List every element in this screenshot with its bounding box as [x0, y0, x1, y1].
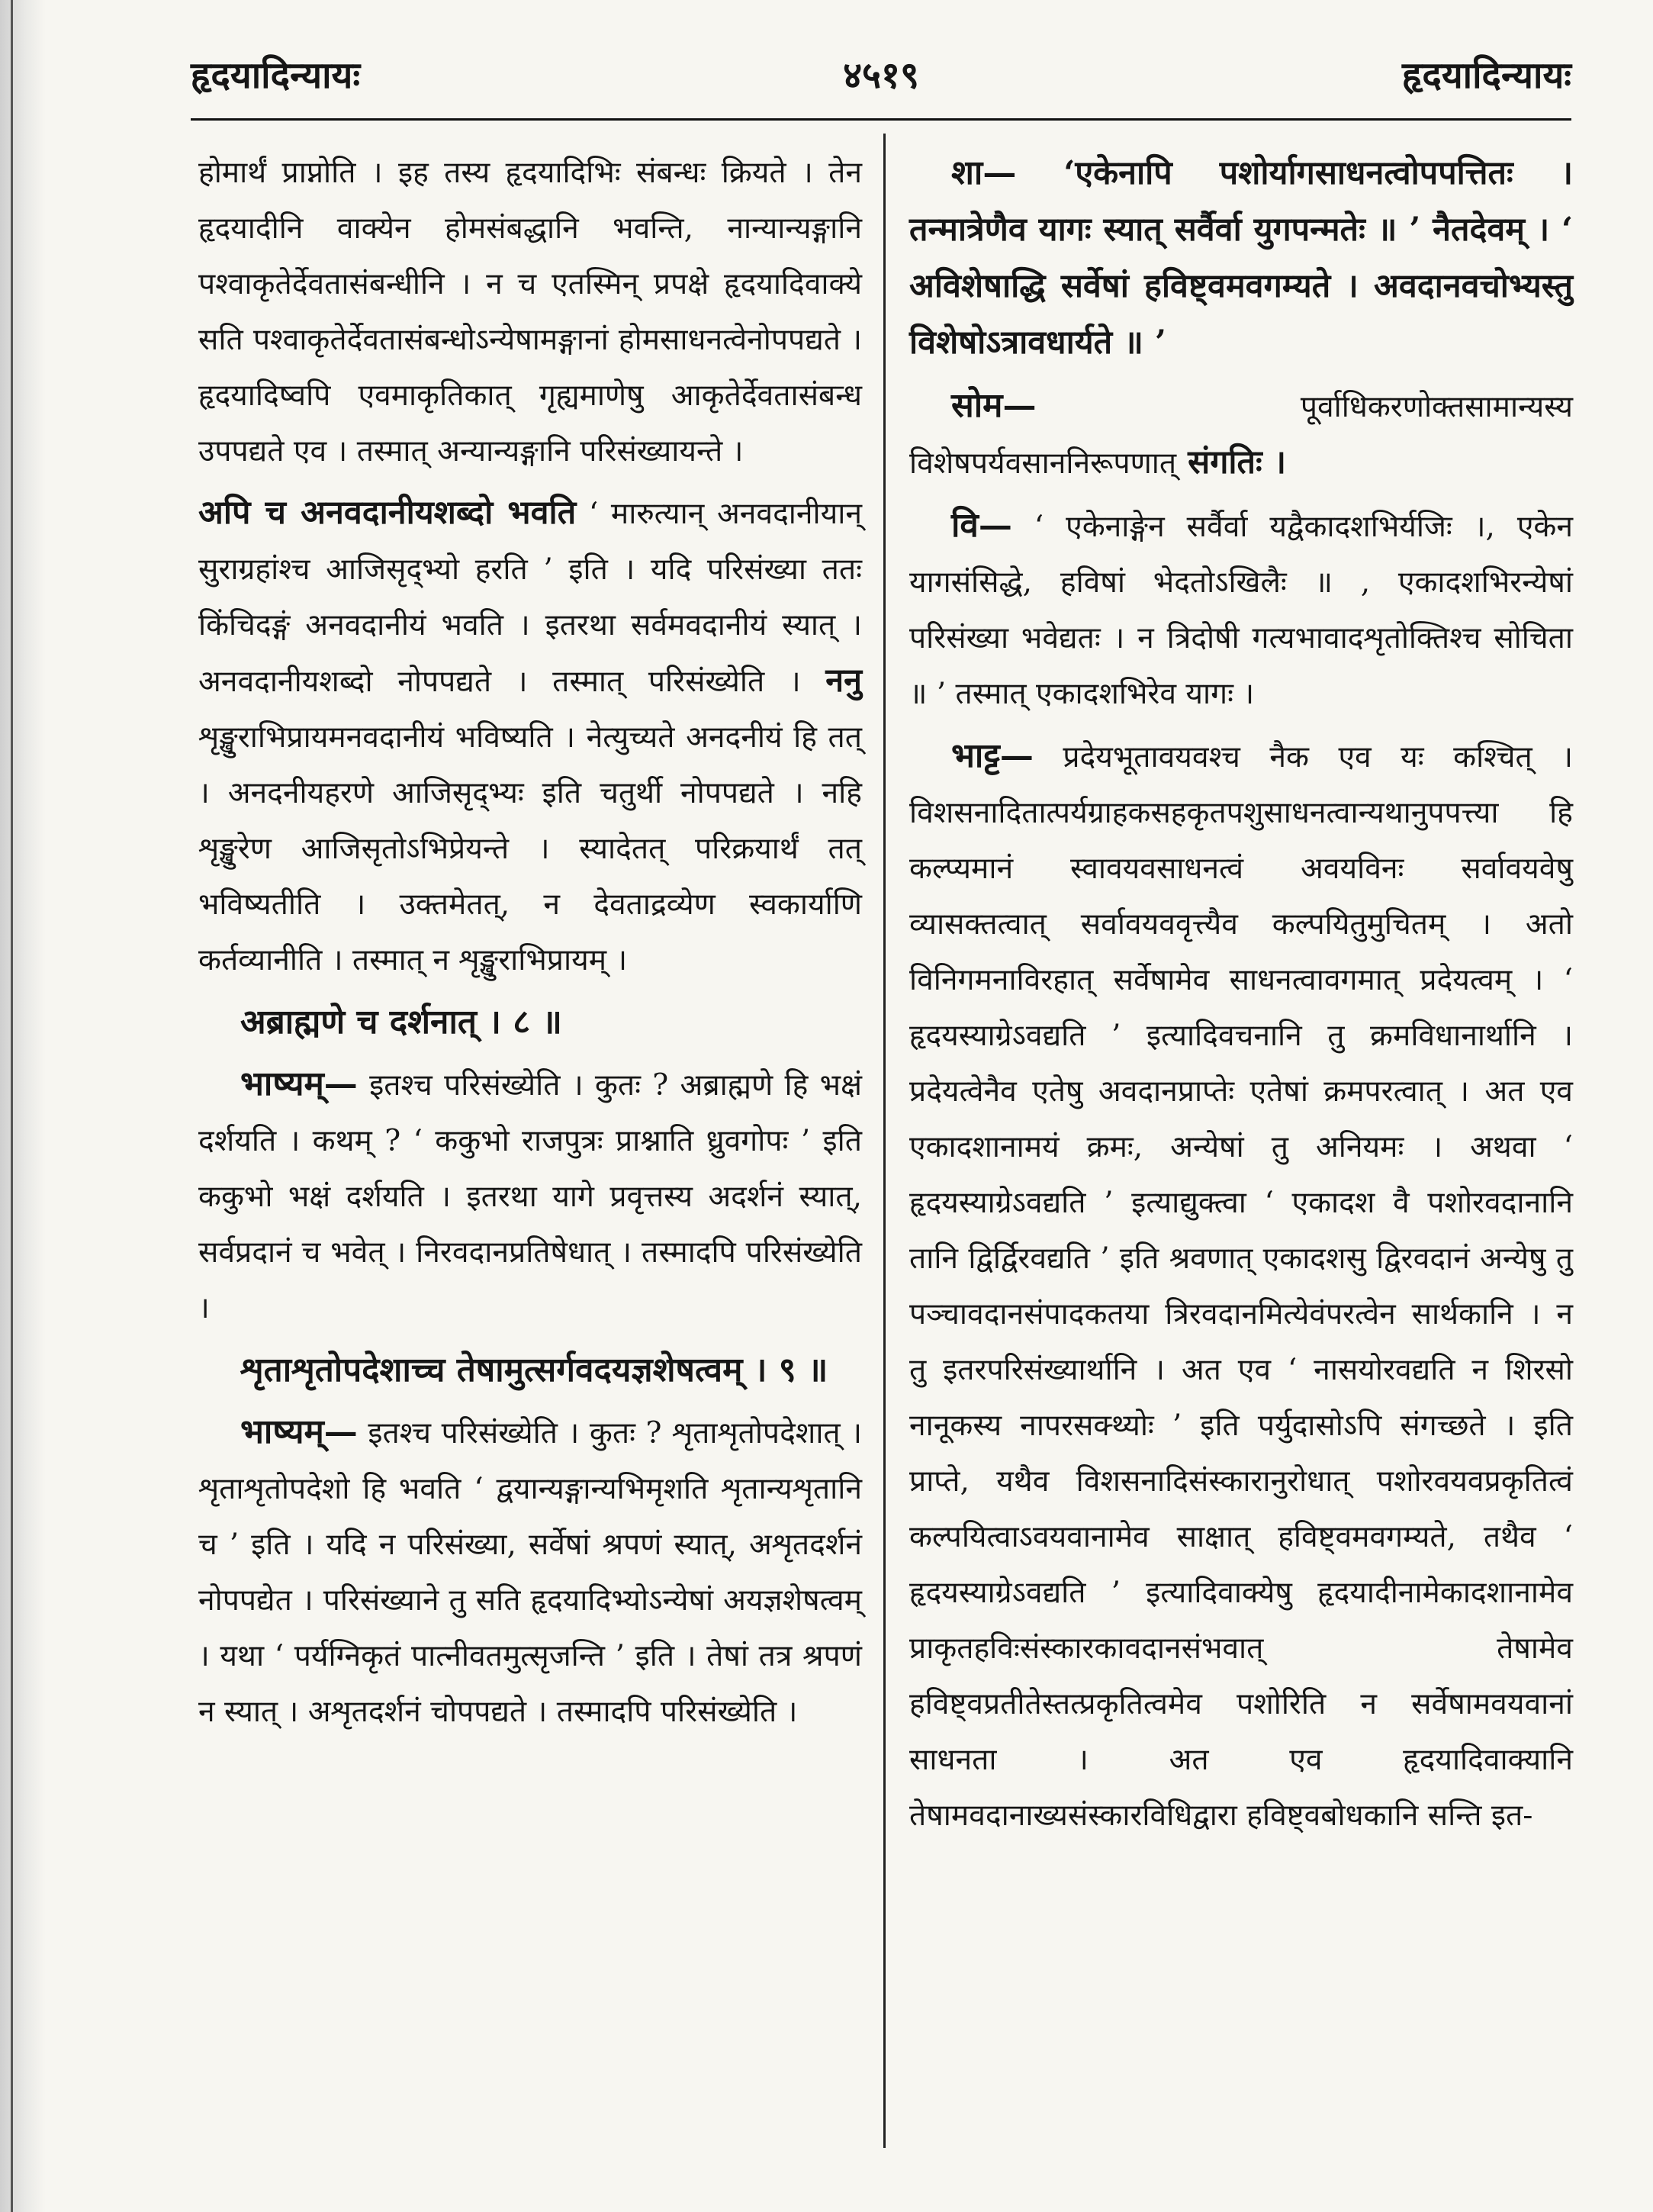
left-paragraph-1: होमार्थं प्राप्नोति । इह तस्य हृदयादिभिः संबन्धः क्रियते । तेन हृदयादीनि वाक्येन होमसंबद्धानि भवन्ति, नान्यान्यङ्गानि पश्वाकृतेर्देवतासंबन्धीनि । न च एतस्मिन् प्रपक्षे हृदयादिवाक्ये सति पश्वाकृतेर्देवतासंबन्धोऽन्येषामङ्गानां होमसाधनत्वेनोपपद्यते । हृदयादिष्वपि एवमाकृतिकात् गृह्यमाणेषु आकृतेर्देवतासंबन्ध उपपद्यते एव । तस्मात् अन्यान्यङ्गानि परिसंख्यायन्ते । — [198, 156, 862, 468]
column-divider — [883, 134, 886, 2148]
binding-line — [11, 0, 13, 2212]
nanu-lead: ननु — [825, 662, 862, 700]
bhashya-8-text: इतश्च परिसंख्येति । कुतः ? अब्राह्मणे हि भक्षं दर्शयति । कथम् ? ‘ ककुभो राजपुत्रः प्राश्नाति ध्रुवगोपः ’ इति ककुभो भक्षं दर्शयति । इतरथा यागे प्रवृत्तस्य अदर्शनं स्यात्, सर्वप्रदानं च भवेत् । निरवदानप्रतिषेधात् । तस्मादपि परिसंख्येति । — [198, 1068, 862, 1325]
binding-edge — [0, 0, 46, 2212]
bhashya-9-text: इतश्च परिसंख्येति । कुतः ? शृताशृतोपदेशात् । शृताशृतोपदेशो हि भवति ‘ द्वयान्यङ्गान्यभिमृशति शृतान्यशृतानि च ’ इति । यदि न परिसंख्या, सर्वेषां श्रपणं स्यात्, अशृतदर्शनं नोपपद्येत । परिसंख्याने तु सति हृदयादिभ्योऽन्येषां अयज्ञशेषत्वम् । यथा ‘ पर्यग्निकृतं पात्नीवतमुत्सृजन्ति ’ इति । तेषां तत्र श्रपणं न स्यात् । अशृतदर्शनं चोपपद्यते । तस्मादपि परिसंख्येति । — [198, 1416, 862, 1729]
soma-section — [909, 378, 1573, 491]
bhatta-label: भाट्ट— — [951, 736, 1034, 775]
soma-label: सोम— — [951, 386, 1037, 425]
header-left-title: हृदयादिन्यायः — [191, 54, 361, 97]
shastradipika-section — [909, 145, 1573, 372]
running-header — [191, 42, 1571, 107]
soma-end: संगतिः । — [1176, 443, 1287, 481]
header-right-title: हृदयादिन्यायः — [1401, 54, 1571, 97]
page-number: ४५१९ — [843, 54, 919, 97]
nanu-text: शृङ्खुराभिप्रायमनवदानीयं भविष्यति । नेत्युच्यते अनदनीयं हि तत् । अनदनीयहरणे आजिसृद्भ्यः इति चतुर्थी नोपपद्यते । नहि शृङ्खुरेण आजिसृतोऽभिप्रेयन्ते । स्यादेतत् परिक्रयार्थं तत् भविष्यतीति । उक्तमेतत्, न देवताद्रव्येण स्वकार्याणि कर्तव्यानीति । तस्मात् न शृङ्खुराभिप्रायम् । — [198, 720, 862, 977]
sha-text: ‘एकेनापि पशोर्यागसाधनत्वोपपत्तितः । तन्मात्रेणैव यागः स्यात् सर्वैर्वा युगपन्मतेः ॥ ’ नैतदेवम् । ‘ अविशेषाद्धि सर्वेषां हविष्ट्वमवगम्यते । अवदानवचोभ्यस्तु विशेषोऽत्रावधार्यते ॥ ’ — [909, 154, 1573, 362]
bhatta-section — [909, 728, 1573, 1843]
vi-text: ‘ एकेनाङ्गेन सर्वैर्वा यद्वैकादशभिर्यजिः ।, एकेन यागसंसिद्धे, हविषां भेदतोऽखिलैः ॥ , एकादशभिरन्येषां परिसंख्या भवेद्यतः । न त्रिदोषी गत्यभावादशृतोक्तिश्च सोचिता ॥ ’ तस्मात् एकादशभिरेव यागः । — [909, 510, 1573, 711]
header-rule — [191, 118, 1571, 121]
vi-label: वि— — [951, 506, 1012, 545]
anavadaniya-lead: अपि च अनवदानीयशब्दो भवति — [198, 494, 577, 532]
sutra-8: अब्राह्मणे च दर्शनात् । ८ ॥ — [240, 1003, 562, 1042]
bhatta-text: प्रदेयभूतावयवश्च नैक एव यः कश्चित् । विशसनादितात्पर्यग्राहकसहकृतपशुसाधनत्वान्यथानुपपत्त्या हि कल्प्यमानं स्वावयवसाधनत्वं अवयविनः सर्वावयवेषु व्यासक्तत्वात् सर्वावयववृत्त्यैव कल्पयितुमुचितम् । अतो विनिगमनाविरहात् सर्वेषामेव साधनत्वावगमात् प्रदेयत्वम् । ‘ हृदयस्याग्रेऽवद्यति ’ इत्यादिवचनानि तु क्रमविधानार्थानि । प्रदेयत्वेनैव एतेषु अवदानप्राप्तेः एतेषां क्रमपरत्वात् । अत एव एकादशानामयं क्रमः, अन्येषां तु अनियमः । अथवा ‘ हृदयस्याग्रेऽवद्यति ’ इत्याद्युक्त्वा ‘ एकादश वै पशोरवदानानि तानि द्विर्द्विरवद्यति ’ इति श्रवणात् एकादशसु द्विरवदानं अन्येषु तु पञ्चावदानसंपादकतया त्रिरवदानमित्येवंपरत्वेन सार्थकानि । न तु इतरपरिसंख्यार्थानि । अत एव ‘ नासयोरवद्यति न शिरसो नानूकस्य नापरसक्थ्योः ’ इति पर्युदासोऽपि संगच्छते । इति प्राप्ते, यथैव विशसनादिसंस्कारानुरोधात् पशोरवयवप्रकृतित्वं कल्पयित्वाऽवयवानामेव साक्षात् हविष्ट्वमवगम्यते, तथैव ‘ हृदयस्याग्रेऽवद्यति ’ इत्यादिवाक्येषु हृदयादीनामेकादशानामेव प्राकृतहविःसंस्कारकावदानसंभवात् तेषामेव हविष्ट्वप्रतीतेस्तत्प्रकृतित्वमेव पशोरिति न सर्वेषामवयवानां साधनता । अत एव हृदयादिवाक्यानि तेषामवदानाख्यसंस्कारविधिद्वारा हविष्ट्वबोधकानि सन्ति इत- — [909, 740, 1574, 1833]
sutra-9: शृताशृतोपदेशाच्च तेषामुत्सर्गवदयज्ञशेषत्वम् । ९ ॥ — [240, 1351, 828, 1389]
bhashya-9 — [198, 1404, 862, 1740]
right-column — [909, 145, 1573, 1850]
bhashya-8-label: भाष्यम्— — [240, 1064, 358, 1103]
sha-label: शा— — [951, 153, 1017, 192]
left-paragraph-2 — [198, 485, 862, 988]
soma-text: पूर्वाधिकरणोक्तसामान्यस्य विशेषपर्यवसाननिरूपणात् — [909, 390, 1573, 481]
bhashya-8 — [198, 1056, 862, 1336]
bhashya-9-label: भाष्यम्— — [240, 1412, 358, 1451]
left-column — [198, 145, 862, 1746]
anavadaniya-text: ‘ मारुत्यान् अनवदानीयान् सुराग्रहांश्च आजिसृद्भ्यो हरति ’ इति । यदि परिसंख्या ततः किंचिदङ्गं अनवदानीयं भवति । इतरथा सर्वमवदानीयं स्यात् । अनवदानीयशब्दो नोपपद्यते । तस्मात् परिसंख्येति । — [198, 497, 863, 699]
vi-section — [909, 497, 1573, 722]
